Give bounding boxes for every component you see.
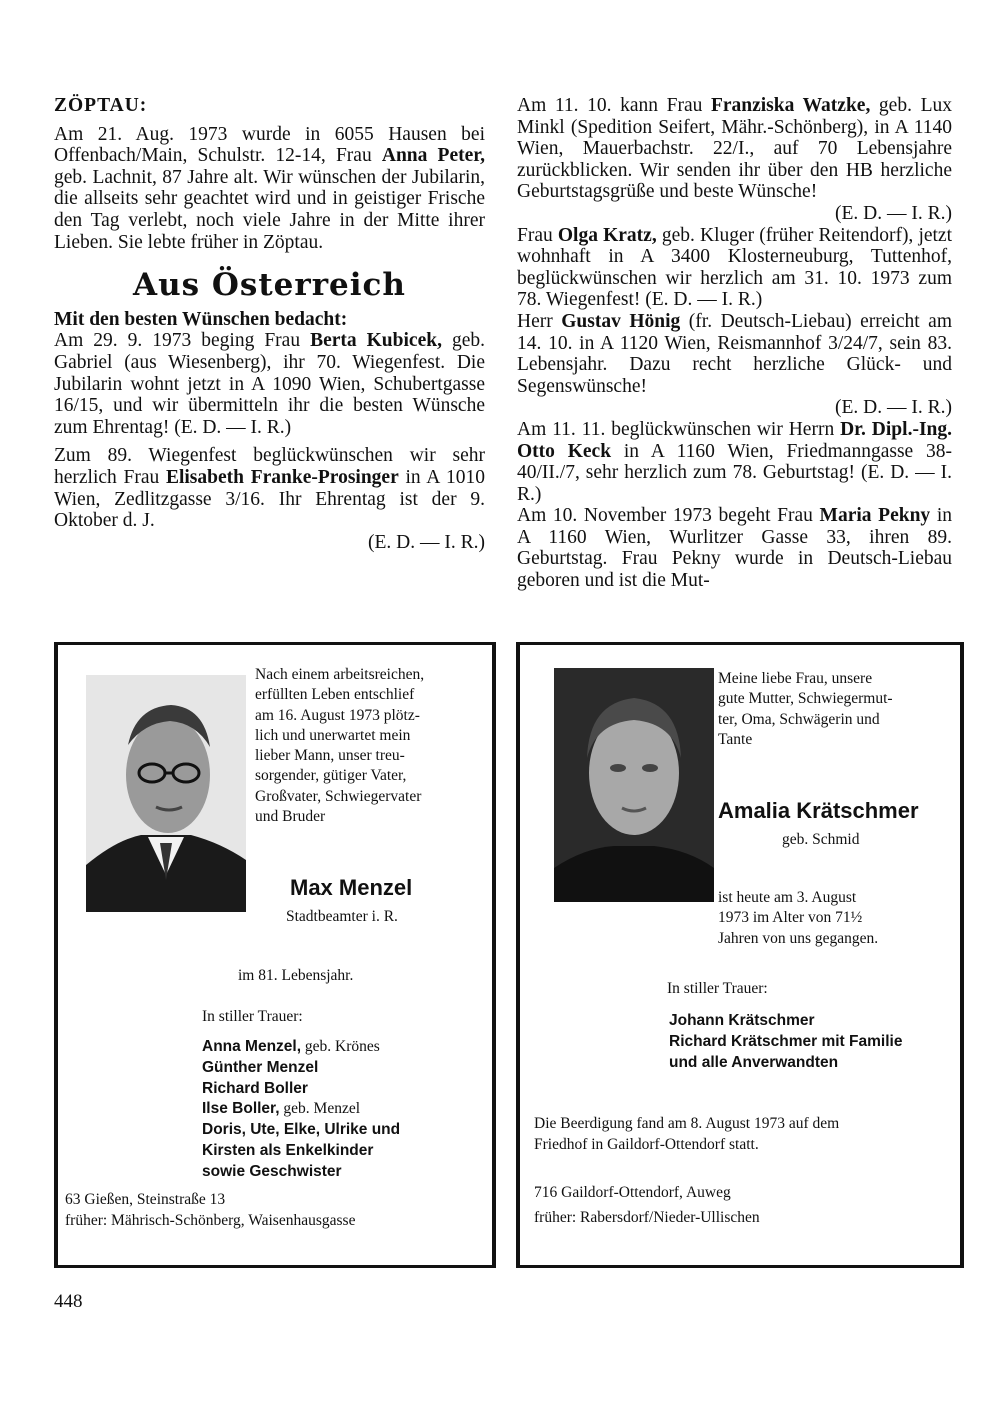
deceased-title: Stadtbeamter i. R. xyxy=(286,908,398,925)
text: Zum 89. Wiegenfest beglückwünschen wir sehr herzlich Frau xyxy=(54,445,485,488)
text-line: Nach einem arbeitsreichen, xyxy=(255,666,425,683)
person-name: Maria Pekny xyxy=(819,505,931,527)
mourner xyxy=(202,1099,400,1120)
text-line: ist heute am 3. August xyxy=(718,889,857,906)
text: (fr. Deutsch-Liebau) erreicht am 14. 10. in A 1120 Wien, Reismannhof 3/24/7, sein 83. Lebensjahr. Dazu recht herzliche Glück- und Segenswünsche! xyxy=(517,310,953,397)
text: Am 11. 11. beglückwünschen wir Herrn xyxy=(517,418,841,440)
keck-paragraph xyxy=(517,419,952,505)
mourning-label: In stiller Trauer: xyxy=(202,1008,303,1025)
text: geb. Kluger (früher Reitendorf), jetzt wohnhaft in A 3400 Klosterneuburg, Tuttenhof, beglückwünschen wir herzlich am 31. 10. 1973 zum 78. Wiegenfest! (E. D. — I. R.) xyxy=(517,224,953,311)
person-name: Franziska Watzke, xyxy=(710,95,871,116)
deceased-name: Amalia Krätschmer xyxy=(718,798,919,823)
text-line: erfüllten Leben entschlief xyxy=(255,686,415,704)
deceased-age: im 81. Lebensjahr. xyxy=(238,967,354,984)
kubicek-paragraph xyxy=(54,330,485,438)
text-line: Meine liebe Frau, unsere xyxy=(718,670,873,687)
portrait-photo-woman xyxy=(554,668,714,902)
text-line: sorgender, gütiger Vater, xyxy=(255,767,407,785)
portrait-photo-man xyxy=(86,675,246,912)
person-name: Anna Peter, xyxy=(381,145,485,167)
text: geb. Lux Minkl (Spedition Seifert, Mähr.-Schönberg), in A 1140 Wien, Mauerbachstr. 22/I., auf 70 Lebensjahre zurückblicken. Wir senden ihr über den HB herzliche Geburtstagsgrüße und beste Wünsche! xyxy=(517,95,952,203)
subheading: Mit den besten Wünschen bedacht: xyxy=(54,308,348,330)
obituary-intro xyxy=(718,669,940,750)
address-current: 716 Gaildorf-Ottendorf, Auweg xyxy=(534,1184,731,1201)
deceased-name: Max Menzel xyxy=(290,875,413,900)
mourner xyxy=(202,1162,400,1183)
text: Am 11. 10. kann Frau xyxy=(517,95,711,116)
funeral-note-line: Die Beerdigung fand am 8. August 1973 auf dem xyxy=(534,1115,840,1132)
mourner-name: und alle Anverwandten xyxy=(669,1053,839,1071)
mourner xyxy=(202,1058,400,1079)
deceased-nee: geb. Schmid xyxy=(782,831,860,848)
text: Frau xyxy=(517,224,558,246)
left-column xyxy=(54,95,485,553)
kratz-paragraph xyxy=(517,225,952,311)
person-name: Elisabeth Franke-Prosinger xyxy=(165,466,399,488)
section-title: Aus Österreich xyxy=(133,267,406,304)
funeral-note-line: Friedhof in Gaildorf-Ottendorf statt. xyxy=(534,1136,759,1153)
watzke-paragraph xyxy=(517,95,952,203)
text: Am 29. 9. 1973 beging Frau xyxy=(54,330,311,352)
text: Am 21. Aug. 1973 wurde in 6055 Hausen bei Offenbach/Main, Schulstr. 12-14, Frau xyxy=(54,123,485,167)
text: geb. Gabriel (aus Wiesenberg), ihr 70. Wiegenfest. Die Jubilarin wohnt jetzt in A 1090 Wien, Schubertgasse 16/15, und wir übermitteln ihr die besten Wünsche zum Ehrentag! (E. D. — I. R.) xyxy=(54,330,485,438)
zoeptau-paragraph xyxy=(54,124,485,254)
right-column xyxy=(517,95,952,592)
passing-note xyxy=(718,888,940,949)
pekny-paragraph xyxy=(517,505,952,591)
mourners-list xyxy=(669,1011,902,1073)
mourner xyxy=(202,1037,400,1058)
text-line: lieber Mann, unser treu- xyxy=(255,747,405,765)
mourner-note: geb. Menzel xyxy=(279,1100,361,1118)
address-former: früher: Mährisch-Schönberg, Waisenhausgasse xyxy=(65,1212,356,1229)
text-line: lich und unerwartet mein xyxy=(255,726,411,744)
mourner-name: Ilse Boller, xyxy=(202,1100,280,1118)
mourner-name: Doris, Ute, Elke, Ulrike und xyxy=(202,1121,401,1139)
obituary-menzel xyxy=(54,642,496,1268)
mourner-name: Richard Krätschmer mit Familie xyxy=(669,1032,903,1050)
text-line: und Bruder xyxy=(255,808,326,826)
text: in A 1160 Wien, Friedmanngasse 38-40/II./7, sehr herzlich zum 78. Geburtstag! (E. D. — I. R.) xyxy=(517,440,952,505)
address-former: früher: Rabersdorf/Nieder-Ullischen xyxy=(534,1209,760,1226)
person-name: Berta Kubicek, xyxy=(310,330,442,352)
franke-paragraph xyxy=(54,445,485,531)
obituary-kraetschmer xyxy=(516,642,964,1268)
text: geb. Lachnit, 87 Jahre alt. Wir wünschen der Jubilarin, die allseits sehr geachtet wird und in geistiger Frische den Tag verlebt, noch viele Jahre in der Mitte ihrer Lieben. Sie lebte früher in Zöptau. xyxy=(54,166,485,253)
mourner-name: Kirsten als Enkelkinder xyxy=(202,1141,374,1159)
text-line: Tante xyxy=(718,730,753,748)
text: in A 1010 Wien, Zedlitzgasse 3/16. Ihr Ehrentag ist der 9. Oktober d. J. xyxy=(54,466,485,532)
obituary-intro xyxy=(255,665,479,827)
signature: (E. D. — I. R.) xyxy=(835,202,952,224)
text-line: Jahren von uns gegangen. xyxy=(718,929,879,947)
mourner xyxy=(202,1079,400,1100)
mourner-name: Richard Boller xyxy=(202,1079,308,1097)
text: Am 10. November 1973 begeht Frau xyxy=(517,505,820,527)
mourner xyxy=(202,1120,400,1141)
mourning-label: In stiller Trauer: xyxy=(667,980,768,997)
text-line: Großvater, Schwiegervater xyxy=(255,787,422,805)
mourner-name: Günther Menzel xyxy=(202,1058,319,1076)
mourner-name: sowie Geschwister xyxy=(202,1162,342,1180)
mourner-name: Johann Krätschmer xyxy=(669,1012,815,1029)
portrait-woman-illustration xyxy=(554,668,714,902)
text-line: ter, Oma, Schwägerin und xyxy=(718,710,880,728)
address-current: 63 Gießen, Steinstraße 13 xyxy=(65,1191,226,1208)
mourner-note: geb. Krönes xyxy=(301,1038,380,1055)
signature: (E. D. — I. R.) xyxy=(835,397,952,419)
text: Herr xyxy=(517,310,562,332)
page-number: 448 xyxy=(54,1291,83,1312)
zoeptau-heading: ZÖPTAU: xyxy=(54,95,148,116)
text-line: am 16. August 1973 plötz- xyxy=(255,706,420,724)
mourner-name: Anna Menzel, xyxy=(202,1038,302,1055)
mourners-list xyxy=(202,1037,400,1183)
signature: (E. D. — I. R.) xyxy=(368,531,485,553)
person-name: Dr. Dipl.-Ing. Otto Keck xyxy=(517,418,952,462)
person-name: Gustav Hönig xyxy=(561,310,681,332)
mourner xyxy=(202,1141,400,1162)
text: in A 1160 Wien, Wurlitzer Gasse 33, ihren 89. Geburtstag. Frau Pekny wurde in Deutsch-Liebau geboren und ist die Mut- xyxy=(517,505,953,592)
hoenig-paragraph xyxy=(517,311,952,397)
portrait-man-illustration xyxy=(86,675,246,912)
text-line: 1973 im Alter von 71½ xyxy=(718,909,863,927)
text-line: gute Mutter, Schwiegermut- xyxy=(718,690,893,708)
person-name: Olga Kratz, xyxy=(557,224,657,246)
